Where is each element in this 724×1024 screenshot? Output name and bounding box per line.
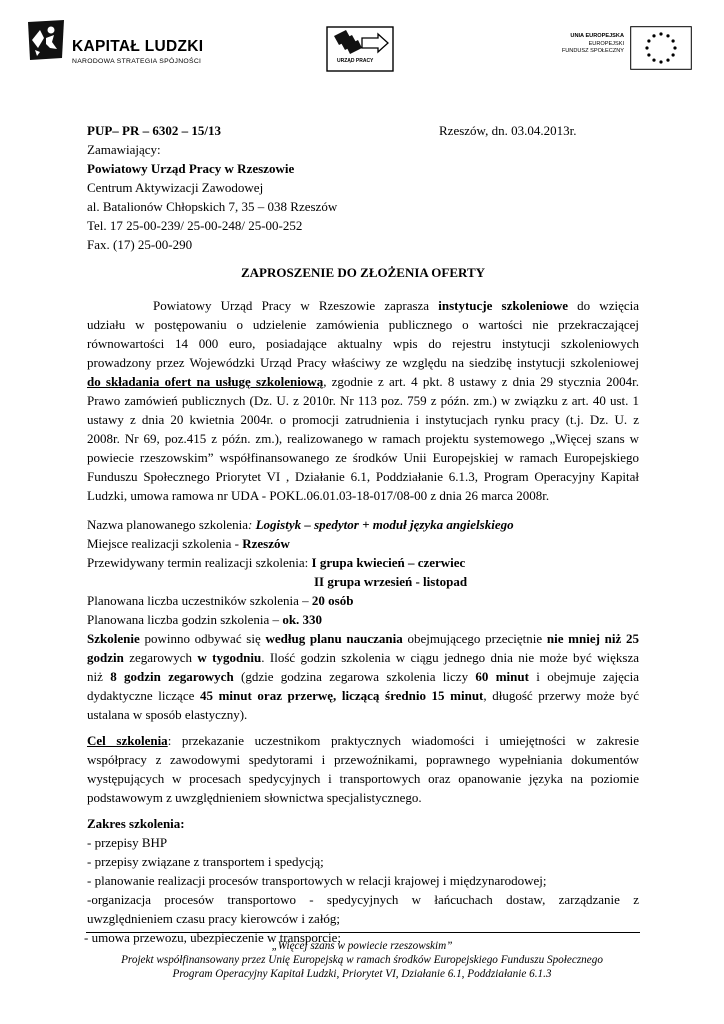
scope-item-5: - umowa przewozu, ubezpieczenie w transporcie; <box>84 930 341 945</box>
goal-line-2: współpracy z zawodowymi spedytorami i przewoźnikami, poprawnego wypełniania dokumentów <box>87 752 639 767</box>
place-date: Rzeszów, dn. 03.04.2013r. <box>439 123 577 138</box>
intro-line-4: prowadzony przez Wojewódzki Urząd Pracy właściwy ze względu na siedzibę instytucji szkoleniowej <box>87 355 639 370</box>
urzad-pracy-label: URZĄD PRACY <box>337 58 374 64</box>
goal-line-3: występujących w procesach spedycyjnych i transportowych oraz opanowanie języka na poziomie <box>87 771 639 786</box>
scope-item-1: - przepisy BHP <box>87 835 168 850</box>
buyer-name: Powiatowy Urząd Pracy w Rzeszowie <box>87 161 295 176</box>
training-place: Miejsce realizacji szkolenia - Rzeszów <box>87 536 290 551</box>
eu-logo <box>560 26 692 70</box>
training-hours: Planowana liczba godzin szkolenia – ok. 330 <box>87 612 323 627</box>
urzad-pracy-emblem-icon <box>326 26 396 72</box>
scope-title: Zakres szkolenia: <box>87 816 185 831</box>
intro-line-5: do składania ofert na usługę szkoleniową, zgodnie z art. 4 pkt. 8 ustawy z dnia 29 stycznia 2004r. <box>87 374 640 389</box>
eu-line1: UNIA EUROPEJSKA <box>570 33 624 39</box>
intro-line-8: 2008r. Nr 69, poz.415 z późn. zm.), realizowanego w ramach projektu systemowego „Więcej szans w <box>87 431 639 446</box>
eu-line3: FUNDUSZ SPOŁECZNY <box>561 48 624 54</box>
training-participants: Planowana liczba uczestników szkolenia – 20 osób <box>87 593 354 608</box>
training-name: Nazwa planowanego szkolenia: Logistyk – spedytor + moduł języka angielskiego <box>87 517 514 532</box>
intro-line-10: Funduszu Społecznego Priorytet VI , Działanie 6.1, Poddziałanie 6.1.3, Program Operacyjny Kapitał <box>87 469 639 484</box>
training-term: Przewidywany termin realizacji szkolenia: I grupa kwiecień – czerwiec <box>87 555 466 570</box>
intro-line-11: Ludzki, umowa ramowa nr UDA - POKL.06.01.03-18-017/08-00 z dnia 26 marca 2008r. <box>87 488 550 503</box>
buyer-label: Zamawiający: <box>87 142 161 157</box>
schedule-line-3: niż 8 godzin zegarowych (gdzie godzina zegarowa szkolenia liczy 60 minut i obejmuje zajęcia <box>87 669 639 684</box>
kapital-ludzki-title: KAPITAŁ LUDZKI <box>72 38 204 55</box>
intro-line-7: ustawy z dnia 20 kwietnia 2004r. o promocji zatrudnienia i instytucjach rynku pracy (t.j. Dz. U. z <box>87 412 639 427</box>
schedule-line-5: ustalana w sposób elastyczny). <box>87 707 248 722</box>
footer-cofinancing: Projekt współfinansowany przez Unię Europejską w ramach środków Europejskiego Funduszu Społecznego <box>121 954 603 966</box>
kapital-ludzki-emblem-icon <box>26 18 66 62</box>
buyer-unit: Centrum Aktywizacji Zawodowej <box>87 180 264 195</box>
goal-line-1: Cel szkolenia: przekazanie uczestnikom praktycznych wiadomości i umiejętności w zakresie <box>87 733 639 748</box>
footer-divider <box>86 932 640 933</box>
intro-line-6: Prawo zamówień publicznych (Dz. U. z 2010r. Nr 113 poz. 759 z późn. zm.) w związku z art. 40 ust. 1 <box>87 393 639 408</box>
scope-item-4: -organizacja procesów transportowo - spedycyjnych w łańcuchach dostaw, zarządzanie z <box>87 892 639 907</box>
training-term-group-2: II grupa wrzesień - listopad <box>314 574 468 589</box>
document-title: ZAPROSZENIE DO ZŁOŻENIA OFERTY <box>240 265 486 280</box>
urzad-pracy-logo <box>326 26 396 72</box>
intro-line-3: równowartości 14 000 euro, posiadające aktualny wpis do rejestru instytucji szkoleniowych <box>87 336 639 351</box>
schedule-line-4: dydaktyczne liczące 45 minut oraz przerwę, liczącą średnio 15 minut, długość przerwy może być <box>87 688 639 703</box>
scope-item-2: - przepisy związane z transportem i spedycją; <box>87 854 324 869</box>
intro-line-9: powiecie rzeszowskim” współfinansowanego ze środków Unii Europejskiej w ramach Europejskiego <box>87 450 639 465</box>
schedule-line-1: Szkolenie powinno odbywać się według planu nauczania obejmującego przeciętnie nie mniej niż 25 <box>87 631 639 646</box>
goal-line-4: podstawowym z uwzględnieniem słownictwa specjalistycznego. <box>87 790 422 805</box>
eu-flag-icon <box>630 26 692 70</box>
footer-project-name: „Więcej szans w powiecie rzeszowskim” <box>271 940 453 952</box>
kapital-ludzki-logo <box>26 18 216 70</box>
scope-item-4-cont: uwzględnieniem czasu pracy kierowców i załóg; <box>87 911 341 926</box>
buyer-fax: Fax. (17) 25-00-290 <box>87 237 193 252</box>
eu-line2: EUROPEJSKI <box>588 40 624 47</box>
intro-line-2: udziału w postępowaniu o udzielenie zamówienia publicznego o wartości nie przekraczającej <box>87 317 639 332</box>
kapital-ludzki-subtitle: NARODOWA STRATEGIA SPÓJNOŚCI <box>72 58 202 65</box>
footer-programme: Program Operacyjny Kapitał Ludzki, Priorytet VI, Działanie 6.1, Poddziałanie 6.1.3 <box>172 968 552 980</box>
intro-line-1: Powiatowy Urząd Pracy w Rzeszowie zaprasza instytucje szkoleniowe do wzięcia <box>153 298 640 313</box>
reference-number: PUP– PR – 6302 – 15/13 <box>87 123 221 138</box>
schedule-line-2: godzin zegarowych w tygodniu. Ilość godzin szkolenia w ciągu jednego dnia nie może być większa <box>87 650 639 665</box>
scope-item-3: - planowanie realizacji procesów transportowych w relacji krajowej i międzynarodowej; <box>87 873 547 888</box>
buyer-address: al. Batalionów Chłopskich 7, 35 – 038 Rzeszów <box>87 199 338 214</box>
buyer-tel: Tel. 17 25-00-239/ 25-00-248/ 25-00-252 <box>87 218 303 233</box>
